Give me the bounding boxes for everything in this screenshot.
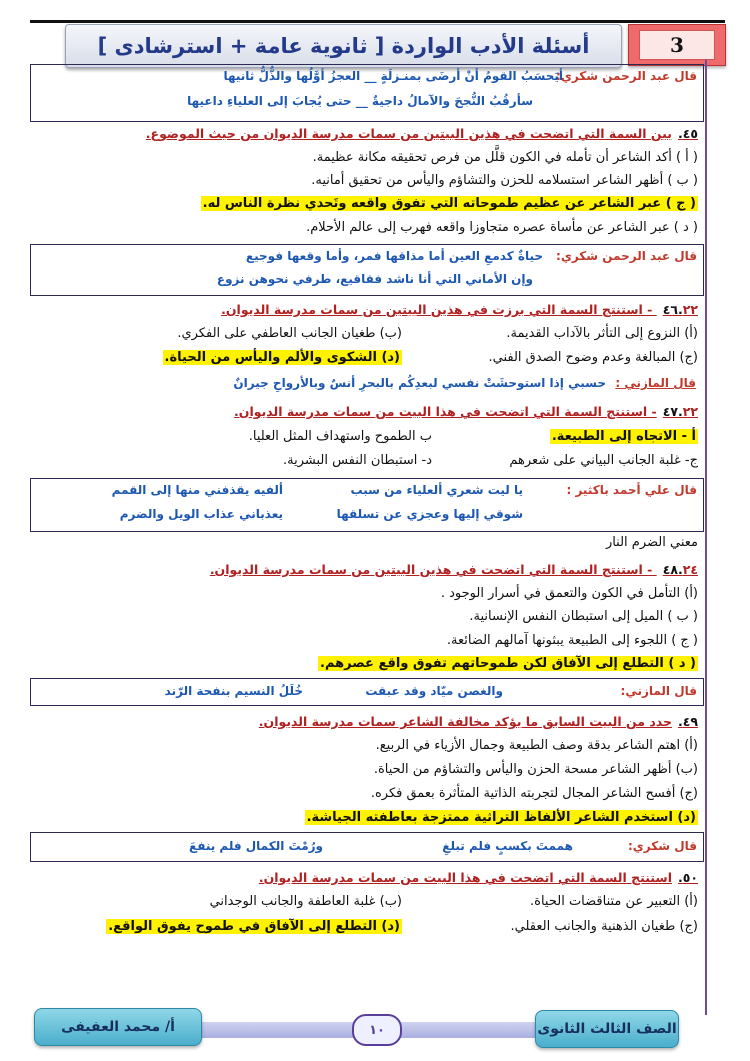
question-text bbox=[259, 714, 698, 729]
side-rule bbox=[705, 60, 707, 1015]
footer-teacher: أ/ محمد العفيفى bbox=[34, 1008, 202, 1046]
verse-line: أيَحسَبُ القومُ أنْ أرضَى بمنـزلَةٍ __ العجزُ أوَّلُها والذُّلُّ ثانيها bbox=[223, 69, 563, 83]
question-label: حدد من البيت السابق ما يؤكد مخالفة الشاعر سمات مدرسة الديوان. bbox=[258, 714, 672, 729]
question-text bbox=[259, 870, 698, 885]
poet-name: قال المازني: bbox=[620, 684, 697, 698]
option-d: ( د ) عبر الشاعر عن مأساة عصره متجاوزا واقعه فهرب إلى عالم الأحلام. bbox=[306, 220, 698, 235]
question-text bbox=[221, 302, 698, 317]
question-text bbox=[210, 562, 698, 577]
option-c: ج- غلبة الجانب البياني على شعرهم bbox=[509, 453, 698, 468]
poem-box bbox=[30, 832, 704, 862]
poet-name: قال علي أحمد باكثير : bbox=[566, 483, 697, 497]
verse-hemistich: والغصن ميّاد وقد عبقت bbox=[365, 684, 503, 698]
poet-name: قال عبد الرحمن شكري: bbox=[556, 249, 697, 263]
page-title: أسئلة الأدب الواردة [ ثانوية عامة + استرشادى ] bbox=[97, 34, 590, 58]
option-c-answer: ( ج ) عبر الشاعر عن عظيم طموحاته التي تفوق واقعه وتَحدي نظرة الناس له. bbox=[202, 196, 696, 211]
question-label: ٢٢- استنتج السمة التي اتضحت في هذا البيت من سمات مدرسة الديوان. bbox=[234, 404, 698, 419]
verse-hemistich: يعذباني عذاب الويل والضرم bbox=[119, 507, 283, 521]
option-c: (ج) أفسح الشاعر المجال لتجربته الذاتية المتأثرة بعمق فكره. bbox=[370, 786, 698, 801]
option-a: (أ) التعبير عن متناقضات الحياة. bbox=[530, 894, 698, 909]
poem-box bbox=[30, 478, 704, 532]
option-d-answer: (د) الشكوى والألم واليأس من الحياة. bbox=[164, 350, 400, 365]
option-b: (ب) أظهر الشاعر مسحة الحزن واليأس والتشاؤم من الحياة. bbox=[373, 762, 698, 777]
option-c: ( ج ) اللجوء إلى الطبيعة يبثونها آمالهم الضائعة. bbox=[446, 633, 698, 648]
top-rule bbox=[30, 20, 725, 23]
footer-grade: الصف الثالث الثانوى bbox=[535, 1010, 679, 1048]
verse-line: سأرقُبُ النُّجحَ والآمالُ داجيةٌ __ حتى يُجابَ إلى العلياءِ داعيها bbox=[187, 94, 533, 108]
option-a: (أ) التأمل في الكون والتعمق في أسرار الوجود . bbox=[440, 586, 698, 601]
question-text bbox=[234, 404, 698, 419]
verse-hemistich: يا ليت شعري ألعلياء من سبب bbox=[350, 483, 523, 497]
verse-hemistich: شوقي إليها وعجزي عن تسلقها bbox=[336, 507, 523, 521]
question-number: ٤٧. bbox=[662, 404, 683, 419]
poem-inline bbox=[30, 374, 702, 398]
verse-line: حياةٌ كدمعِ العين أما مذاقها فمر، وأما وقعها فوجيع bbox=[245, 249, 543, 263]
verse-line: حسبي إذا استوحشَتْ نفسي لبعدِكُم بالبحرِ أنسٌ وبالأرواحِ جيرانٌ bbox=[233, 376, 606, 390]
verse-hemistich: ورُمْتَ الكمال فلم ينفعَ bbox=[189, 839, 323, 853]
question-label: استنتج السمة التي اتضحت في هذا البيت من سمات مدرسة الديوان. bbox=[258, 870, 672, 885]
question-number: ٤٦. bbox=[662, 302, 683, 317]
poem-box bbox=[30, 64, 704, 122]
verse-hemistich: ألفيه يقذفني منها إلى القمم bbox=[111, 483, 283, 497]
question-49 bbox=[30, 712, 702, 830]
option-a: ( أ ) أكد الشاعر أن تأمله في الكون قلَّل من فرص تحقيقه مكانة عظيمة. bbox=[312, 150, 698, 165]
footer-page-number: ١٠ bbox=[352, 1014, 402, 1046]
poem-box bbox=[30, 678, 704, 706]
question-number: ٥٠. bbox=[677, 870, 698, 885]
option-a: (أ) اهتم الشاعر بدقة وصف الطبيعة وجمال الأزياء في الربيع. bbox=[375, 738, 698, 753]
option-c: (ج) المبالغة وعدم وضوح الصدق الفني. bbox=[488, 350, 698, 365]
page-header bbox=[65, 24, 622, 68]
question-label: بين السمة التي اتضحت في هذين البيتين من سمات مدرسة الديوان من حيث الموضوع. bbox=[145, 126, 672, 141]
question-45 bbox=[30, 124, 702, 242]
question-label: ٢٢ - استنتج السمة التي برزت في هذين البيتين من سمات مدرسة الديوان. bbox=[221, 302, 698, 317]
question-number: ٤٩. bbox=[677, 714, 698, 729]
option-b: ( ب ) أظهر الشاعر استسلامه للحزن والتشاؤم واليأس من تحقيق أمانيه. bbox=[311, 173, 698, 188]
verse-line: وإن الأماني التي أنا ناشد فقاقيع، طرفي نحوهن نزوع bbox=[216, 272, 533, 286]
option-a-answer: أ - الاتجاه إلى الطبيعة. bbox=[551, 429, 696, 444]
option-a: (أ) النزوع إلى التأثر بالآداب القديمة. bbox=[506, 326, 698, 341]
question-47 bbox=[30, 402, 702, 474]
option-d-answer: (د) التطلع إلى الآفاق في طموح يفوق الواقع. bbox=[108, 919, 400, 934]
option-b: (ب) طغيان الجانب العاطفي على الفكري. bbox=[177, 326, 402, 341]
question-text bbox=[146, 126, 698, 141]
vocabulary-note: معني الضرم النار bbox=[605, 535, 698, 550]
question-number: ٤٨. bbox=[662, 562, 683, 577]
question-label: ٢٤ - استنتج السمة التي اتضحت في هذين البيتين من سمات مدرسة الديوان. bbox=[209, 562, 698, 577]
question-50 bbox=[30, 868, 702, 944]
option-b: (ب) غلبة العاطفة والجانب الوجداني bbox=[209, 894, 402, 909]
question-48 bbox=[30, 560, 702, 678]
poet-name: قال المازني : bbox=[615, 376, 696, 390]
option-d-answer: (د) استخدم الشاعر الألفاظ التراثية ممتزجة بعاطفته الجياشة. bbox=[306, 810, 696, 825]
option-c: (ج) طغيان الذهنية والجانب العقلي. bbox=[510, 919, 698, 934]
verse-hemistich: هممتَ بكسبٍ فلم تبلغِ bbox=[442, 839, 573, 853]
option-d-answer: ( د ) التطلع إلى الآفاق لكن طموحاتهم تفوق واقع عصرهم. bbox=[320, 656, 696, 671]
chapter-number: 3 bbox=[639, 30, 715, 60]
chapter-number-box bbox=[628, 24, 726, 66]
poet-name: قال شكري: bbox=[628, 839, 697, 853]
poet-name: قال عبد الرحمن شكري: bbox=[556, 69, 697, 83]
question-46 bbox=[30, 300, 702, 372]
option-b: ب الطموح واستهداف المثل العليا. bbox=[248, 429, 432, 444]
verse-hemistich: خُلَلُ النسيم بنفحة الرّند bbox=[164, 684, 303, 698]
option-b: ( ب ) الميل إلى استبطان النفس الإنسانية. bbox=[469, 609, 698, 624]
option-d: د- استبطان النفس البشرية. bbox=[282, 453, 432, 468]
question-number: ٤٥. bbox=[677, 126, 698, 141]
poem-box bbox=[30, 244, 704, 296]
